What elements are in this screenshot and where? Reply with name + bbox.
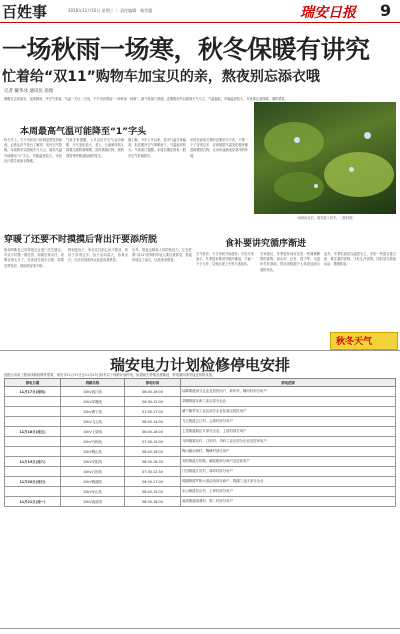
article-column: 据了解，今年入冬以来，我市气温总体偏高，但近期冷空气频繁南下，气温起伏较大。气象部门提醒，本周后期还将有一股冷空气影响我市。 bbox=[128, 138, 186, 158]
cell-time: 08:00-15:00 bbox=[125, 487, 181, 497]
cell-time: 07:30-12:30 bbox=[125, 467, 181, 477]
cell-time: 07:00-15:00 bbox=[125, 437, 181, 447]
cell-time: 06:30-12:00 bbox=[125, 397, 181, 407]
table-row bbox=[5, 447, 396, 457]
cell-area: 仙降街道部分企业及居民用户、新华村、横河村部分用户 bbox=[181, 387, 396, 397]
cell-date bbox=[5, 407, 61, 417]
column-header: 线路名称 bbox=[61, 379, 125, 387]
page-number: 9 bbox=[380, 1, 392, 20]
table-row bbox=[5, 467, 396, 477]
photo-caption: 一场秋雨过后，瑞安进入初冬。（资料图） bbox=[294, 216, 356, 220]
dateline: 2016年11月16日 星期三 ｜ 责任编辑：杨世惠 bbox=[68, 8, 153, 13]
section-subtitle-dressing: 穿暖了还要不时摸摸后背出汗要添所脱 bbox=[4, 235, 158, 245]
table-row bbox=[5, 437, 396, 447]
cell-area: 南滨街道阁巷村、围二村部分用户 bbox=[181, 497, 396, 507]
table-row bbox=[5, 477, 396, 487]
cell-time: 08:00-14:00 bbox=[125, 417, 181, 427]
cell-date: 11月17日(周四) bbox=[5, 387, 61, 397]
cell-line: 10kV锦湖线 bbox=[61, 477, 125, 487]
cell-line: 10kV上望线 bbox=[61, 427, 125, 437]
table-row bbox=[5, 417, 396, 427]
masthead bbox=[0, 0, 400, 23]
article-column: 市民在添加衣物时也要讲究方法，不要一下子穿得过多，应该根据气温变化循序渐进地增加衣物，让身体逐渐适应寒冷的环境。 bbox=[190, 138, 248, 158]
table-row bbox=[5, 487, 396, 497]
cell-date bbox=[5, 397, 61, 407]
newspaper-logo: 瑞安日报 bbox=[300, 5, 356, 21]
table-row bbox=[5, 457, 396, 467]
cell-time: 06:00-18:00 bbox=[125, 427, 181, 437]
section-divider bbox=[0, 350, 400, 351]
table-row bbox=[5, 407, 396, 417]
cell-line: 10kV飞云线 bbox=[61, 417, 125, 427]
table-header-row bbox=[5, 379, 396, 387]
cell-area: 汀田街道汀田村、林垟村部分用户 bbox=[181, 467, 396, 477]
ad-banner-text: 秋冬天气 bbox=[336, 337, 373, 347]
cell-area: 陶山镇沙洲村、陶峰村部分用户 bbox=[181, 447, 396, 457]
byline: 记者 戴华冰 通讯员 徐瑞 bbox=[4, 89, 54, 94]
cell-date: 11月21日(周一) bbox=[5, 497, 61, 507]
article-column: 如何判断自己穿得是否合适？医生建议，可以不时摸一摸后背，如果后背出汗，说明穿得太多了，应该适当减少衣物；如果后背发凉，则说明穿得不够。 bbox=[4, 248, 64, 268]
cell-line: 10kV南滨线 bbox=[61, 497, 125, 507]
table-row bbox=[5, 387, 396, 397]
cell-line: 10kV安阳线 bbox=[61, 457, 125, 467]
article-column: 此外，冬季饮食应以温热为主，多吃一些富含蛋白质、维生素的食物，少吃生冷食物，同时适当增加运动，增强体质。 bbox=[324, 252, 396, 267]
cell-date bbox=[5, 447, 61, 457]
subheadline: 忙着给“双11”购物车加宝贝的亲，熬夜别忘添衣哦 bbox=[2, 69, 320, 85]
cell-area: 塘下镇罗凤工业区部分企业及周边居民用户 bbox=[181, 407, 396, 417]
cell-time: 07:00-17:00 bbox=[125, 407, 181, 417]
table-row bbox=[5, 427, 396, 437]
schedule-note: 因配合市政工程和线路检修等需要，瑞安市11月17日至11月23日将有以下线路计划停电，如遇雨天等情况将顺延，停电期间请勿接近线路设备。 bbox=[4, 373, 216, 377]
table-row bbox=[5, 497, 396, 507]
cell-date bbox=[5, 417, 61, 427]
cell-line: 10kV塘下线 bbox=[61, 407, 125, 417]
cell-area: 锦湖街道罗阳大道沿线部分商户、锦湖工业区部分企业 bbox=[181, 477, 396, 487]
cell-area: 东山街道东山村、上埠村部分用户 bbox=[181, 487, 396, 497]
column-header: 停电日期 bbox=[5, 379, 61, 387]
article-photo bbox=[254, 102, 396, 214]
cell-line: 10kV东山线 bbox=[61, 487, 125, 497]
footer-rule bbox=[0, 628, 400, 629]
article-column: 另外，熬夜会降低人体的免疫力，正在忙着“双11”抢购的年轻人要注意休息，熬夜时别忘了添衣，以免受凉感冒。 bbox=[132, 248, 192, 263]
outage-schedule-table bbox=[4, 378, 396, 507]
cell-area: 安阳街道万松路、解放路部分商户及居民用户 bbox=[181, 457, 396, 467]
section-subtitle-temperature: 本周最高气温可能降至“1”字头 bbox=[20, 127, 147, 137]
cell-line: 10kV陶山线 bbox=[61, 447, 125, 457]
article-lede: 刚刚过去的周末，连续降雨，冷空气来袭，气温一天比一天低，不少市民感叹“一场秋雨一场寒”。据气象部门预测，近期我市仍以阴雨天气为主，气温偏低，早晚温差较大，市民要注意保暖，谨防感冒。 bbox=[4, 97, 288, 101]
cell-date bbox=[5, 487, 61, 497]
cell-time: 06:00-16:00 bbox=[125, 497, 181, 507]
headline: 一场秋雨一场寒，秋冬保暖有讲究 bbox=[2, 35, 370, 64]
article-column: 特别是孩子，家长往往担心孩子着凉，给孩子穿得过多。孩子活动量大，容易出汗，出汗后再吹风反而更容易感冒。 bbox=[68, 248, 128, 263]
schedule-title: 瑞安电力计划检修停电安排 bbox=[109, 356, 290, 374]
cell-line: 10kV莘塍线 bbox=[61, 397, 125, 407]
cell-area: 马屿镇篁社村、汀田村、马屿工业区部分企业及居民用户 bbox=[181, 437, 396, 447]
cell-area: 飞云街道云江村、云周村部分用户 bbox=[181, 417, 396, 427]
cell-time: 06:00-17:00 bbox=[125, 477, 181, 487]
article-column: 昨天早上，不少市民出门时明显感觉到寒意。记者从市气象台了解到，受冷空气影响，本周我市以阴雨天气为主，最高气温可能降至“1”字头，早晚温差较大，市民出行要注意添衣保暖。 bbox=[4, 138, 62, 163]
cell-time: 06:00-16:00 bbox=[125, 387, 181, 397]
cell-time: 06:00-16:30 bbox=[125, 457, 181, 467]
article-column: 天气转冷，不少市民开始进补。中医专家表示，冬季进补要讲究循序渐进，不能一下子大补，以免出现上火等不适症状。 bbox=[196, 252, 254, 267]
cell-date bbox=[5, 467, 61, 477]
cell-date: 11月18日(周五) bbox=[5, 427, 61, 437]
cell-time: 08:00-16:00 bbox=[125, 447, 181, 457]
table-row bbox=[5, 397, 396, 407]
cell-line: 10kV汀田线 bbox=[61, 467, 125, 477]
cell-line: 10kV滨江线 bbox=[61, 387, 125, 397]
cell-date: 11月19日(周六) bbox=[5, 457, 61, 467]
article-column: 气象专家提醒，入冬以后冷空气活动频繁，天气变化较大，老人、儿童和体弱人群要注意防寒保暖，及时增减衣物，预防感冒等呼吸道疾病的发生。 bbox=[66, 138, 124, 158]
section-subtitle-diet: 食补要讲究循序渐进 bbox=[225, 239, 307, 249]
section-name: 百姓事 bbox=[2, 3, 48, 21]
cell-line: 10kV马屿线 bbox=[61, 437, 125, 447]
cell-area: 莘塍街道东新工业区部分企业 bbox=[181, 397, 396, 407]
column-header: 停电时间 bbox=[125, 379, 181, 387]
cell-area: 上望街道新区片部分企业、上望村部分用户 bbox=[181, 427, 396, 437]
cell-date: 11月20日(周日) bbox=[5, 477, 61, 487]
cell-date bbox=[5, 437, 61, 447]
article-column: 专家建议，冬季进补前可先吃一些调理脾胃的食物，如山药、红枣、莲子等，为进补打好基础，然后再根据个人体质选择合适的补品。 bbox=[260, 252, 320, 272]
column-header: 停电范围 bbox=[181, 379, 396, 387]
